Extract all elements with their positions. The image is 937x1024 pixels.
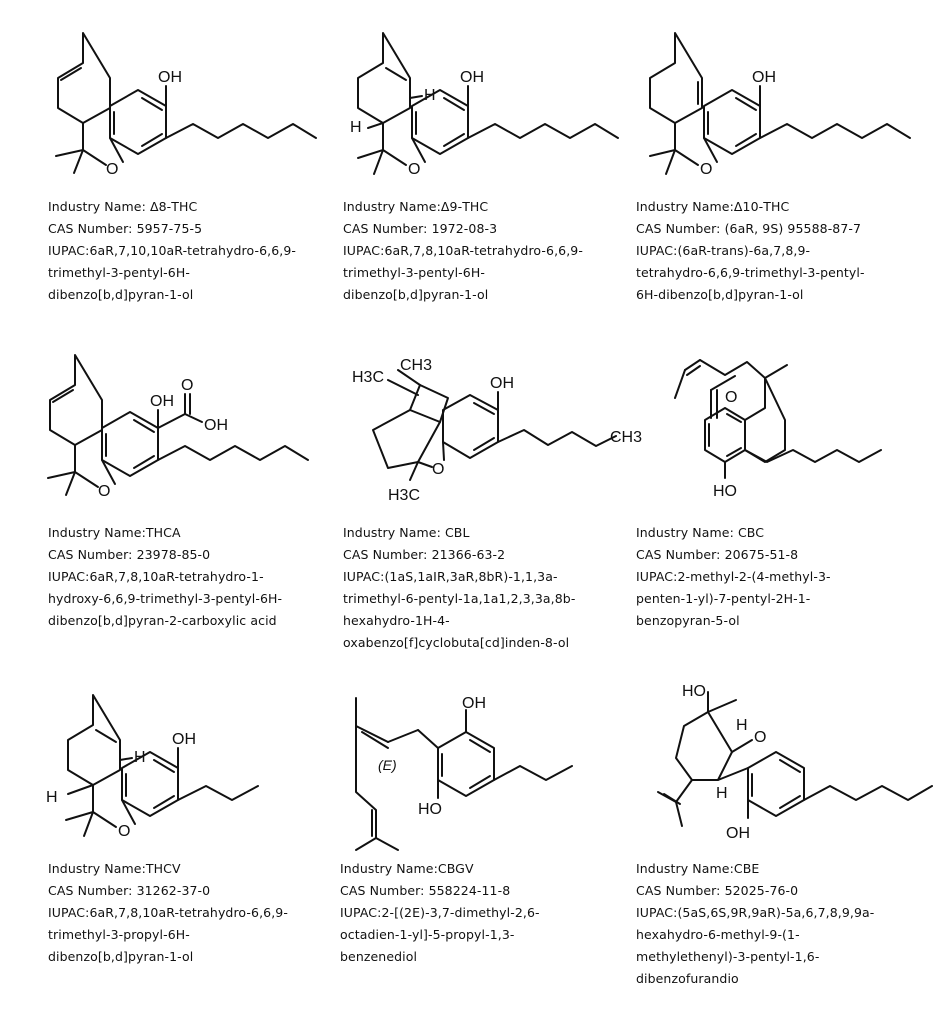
iupac-line: IUPAC:2-[(2E)-3,7-dimethyl-2,6- [340,905,540,920]
compound-info [48,196,296,306]
industry-name: Industry Name:CBGV [340,861,474,876]
compound-card-delta10-thc [600,0,937,340]
compound-info [636,522,831,632]
industry-name: Industry Name:CBE [636,861,760,876]
structure-label: (E) [378,757,397,773]
compound-card-delta9-thc [300,0,620,340]
structure-label: H [424,87,436,104]
industry-name: Industry Name:THCA [48,525,181,540]
industry-name: Industry Name: Δ8-THC [48,199,198,214]
structure-label: CH3 [400,357,433,374]
cas-number: CAS Number: 558224-11-8 [340,883,511,898]
cbe-structure [636,680,936,860]
cas-number: CAS Number: 52025-76-0 [636,883,799,898]
cas-number: CAS Number: 5957-75-5 [48,221,203,236]
cas-number: CAS Number: 20675-51-8 [636,547,799,562]
delta10-thc-structure [640,28,930,188]
structure-label: H [716,785,728,802]
structure-label: O [408,161,421,178]
compound-info [343,196,583,306]
structure-label: OH [204,417,228,434]
structure-label: H [736,717,748,734]
structure-label: OH [150,393,174,410]
delta8-thc-structure [38,28,328,188]
iupac-line: tetrahydro-6,6,9-trimethyl-3-pentyl- [636,265,865,280]
compound-info [636,196,865,306]
compound-card-cbgv [300,680,620,1024]
industry-name: Industry Name: CBC [636,525,765,540]
iupac-line: IUPAC:2-methyl-2-(4-methyl-3- [636,569,831,584]
compound-card-thcv [0,680,312,1024]
compound-card-cbc [600,340,937,680]
iupac-line: penten-1-yl)-7-pentyl-2H-1- [636,591,811,606]
iupac-line: dibenzo[b,d]pyran-2-carboxylic acid [48,613,277,628]
iupac-line: IUPAC:6aR,7,10,10aR-tetrahydro-6,6,9- [48,243,296,258]
cas-number: CAS Number: (6aR, 9S) 95588-87-7 [636,221,862,236]
industry-name: Industry Name: CBL [343,525,470,540]
structure-label: O [754,729,767,746]
iupac-line: oxabenzo[f]cyclobuta[cd]inden-8-ol [343,635,570,650]
iupac-line: hexahydro-6-methyl-9-(1- [636,927,800,942]
cas-number: CAS Number: 21366-63-2 [343,547,506,562]
structure-label: O [725,389,738,406]
iupac-line: IUPAC:(5aS,6S,9R,9aR)-5a,6,7,8,9,9a- [636,905,875,920]
iupac-line: benzopyran-5-ol [636,613,740,628]
structure-label: OH [462,695,486,712]
structure-label: H [46,789,58,806]
structure-label: O [181,377,194,394]
iupac-line: octadien-1-yl]-5-propyl-1,3- [340,927,515,942]
structure-label: H3C [388,487,421,504]
compound-card-delta8-thc [0,0,312,340]
structure-label: OH [726,825,750,842]
iupac-line: dibenzo[b,d]pyran-1-ol [48,287,194,302]
compound-info [48,522,282,632]
iupac-line: methylethenyl)-3-pentyl-1,6- [636,949,820,964]
cbc-structure [655,350,937,510]
cas-number: CAS Number: 1972-08-3 [343,221,498,236]
structure-label: OH [172,731,196,748]
iupac-line: trimethyl-3-pentyl-6H- [48,265,190,280]
structure-label: O [432,461,445,478]
structure-label: HO [418,801,442,818]
cbl-structure [348,350,643,510]
compound-info [48,858,288,968]
iupac-line: IUPAC:(1aS,1aIR,3aR,8bR)-1,1,3a- [343,569,558,584]
iupac-line: dibenzofurandio [636,971,739,986]
iupac-line: dibenzo[b,d]pyran-1-ol [343,287,489,302]
structure-label: OH [490,375,514,392]
compound-card-cbe [600,680,937,1024]
iupac-line: hydroxy-6,6,9-trimethyl-3-pentyl-6H- [48,591,283,606]
iupac-line: IUPAC:6aR,7,8,10aR-tetrahydro-6,6,9- [48,905,288,920]
cas-number: CAS Number: 23978-85-0 [48,547,211,562]
industry-name: Industry Name:Δ9-THC [343,199,489,214]
iupac-line: trimethyl-6-pentyl-1a,1a1,2,3,3a,8b- [343,591,576,606]
iupac-line: IUPAC:6aR,7,8,10aR-tetrahydro-1- [48,569,264,584]
iupac-line: IUPAC:6aR,7,8,10aR-tetrahydro-6,6,9- [343,243,583,258]
structure-label: H [134,749,146,766]
structure-label: O [700,161,713,178]
structure-label: H3C [352,369,385,386]
structure-label: HO [713,483,737,500]
structure-label: H [350,119,362,136]
structure-label: O [106,161,119,178]
structure-label: O [118,823,131,840]
thca-structure [30,350,320,510]
compound-info [340,858,540,968]
thcv-structure [38,690,328,850]
iupac-line: trimethyl-3-pentyl-6H- [343,265,485,280]
industry-name: Industry Name:THCV [48,861,181,876]
cbgv-structure [348,690,638,860]
structure-label: HO [682,683,706,700]
compound-card-cbl [300,340,643,680]
iupac-line: benzenediol [340,949,418,964]
structure-label: CH3 [610,429,643,446]
iupac-line: IUPAC:(6aR-trans)-6a,7,8,9- [636,243,811,258]
cas-number: CAS Number: 31262-37-0 [48,883,211,898]
iupac-line: hexahydro-1H-4- [343,613,450,628]
compound-card-thca [0,340,312,680]
iupac-line: dibenzo[b,d]pyran-1-ol [48,949,194,964]
delta9-thc-structure [348,28,638,188]
industry-name: Industry Name:Δ10-THC [636,199,790,214]
structure-label: OH [460,69,484,86]
iupac-line: trimethyl-3-propyl-6H- [48,927,190,942]
compound-info [343,522,575,654]
compound-info [636,858,874,990]
iupac-line: 6H-dibenzo[b,d]pyran-1-ol [636,287,804,302]
structure-label: OH [158,69,182,86]
structure-label: O [98,483,111,500]
structure-label: OH [752,69,776,86]
